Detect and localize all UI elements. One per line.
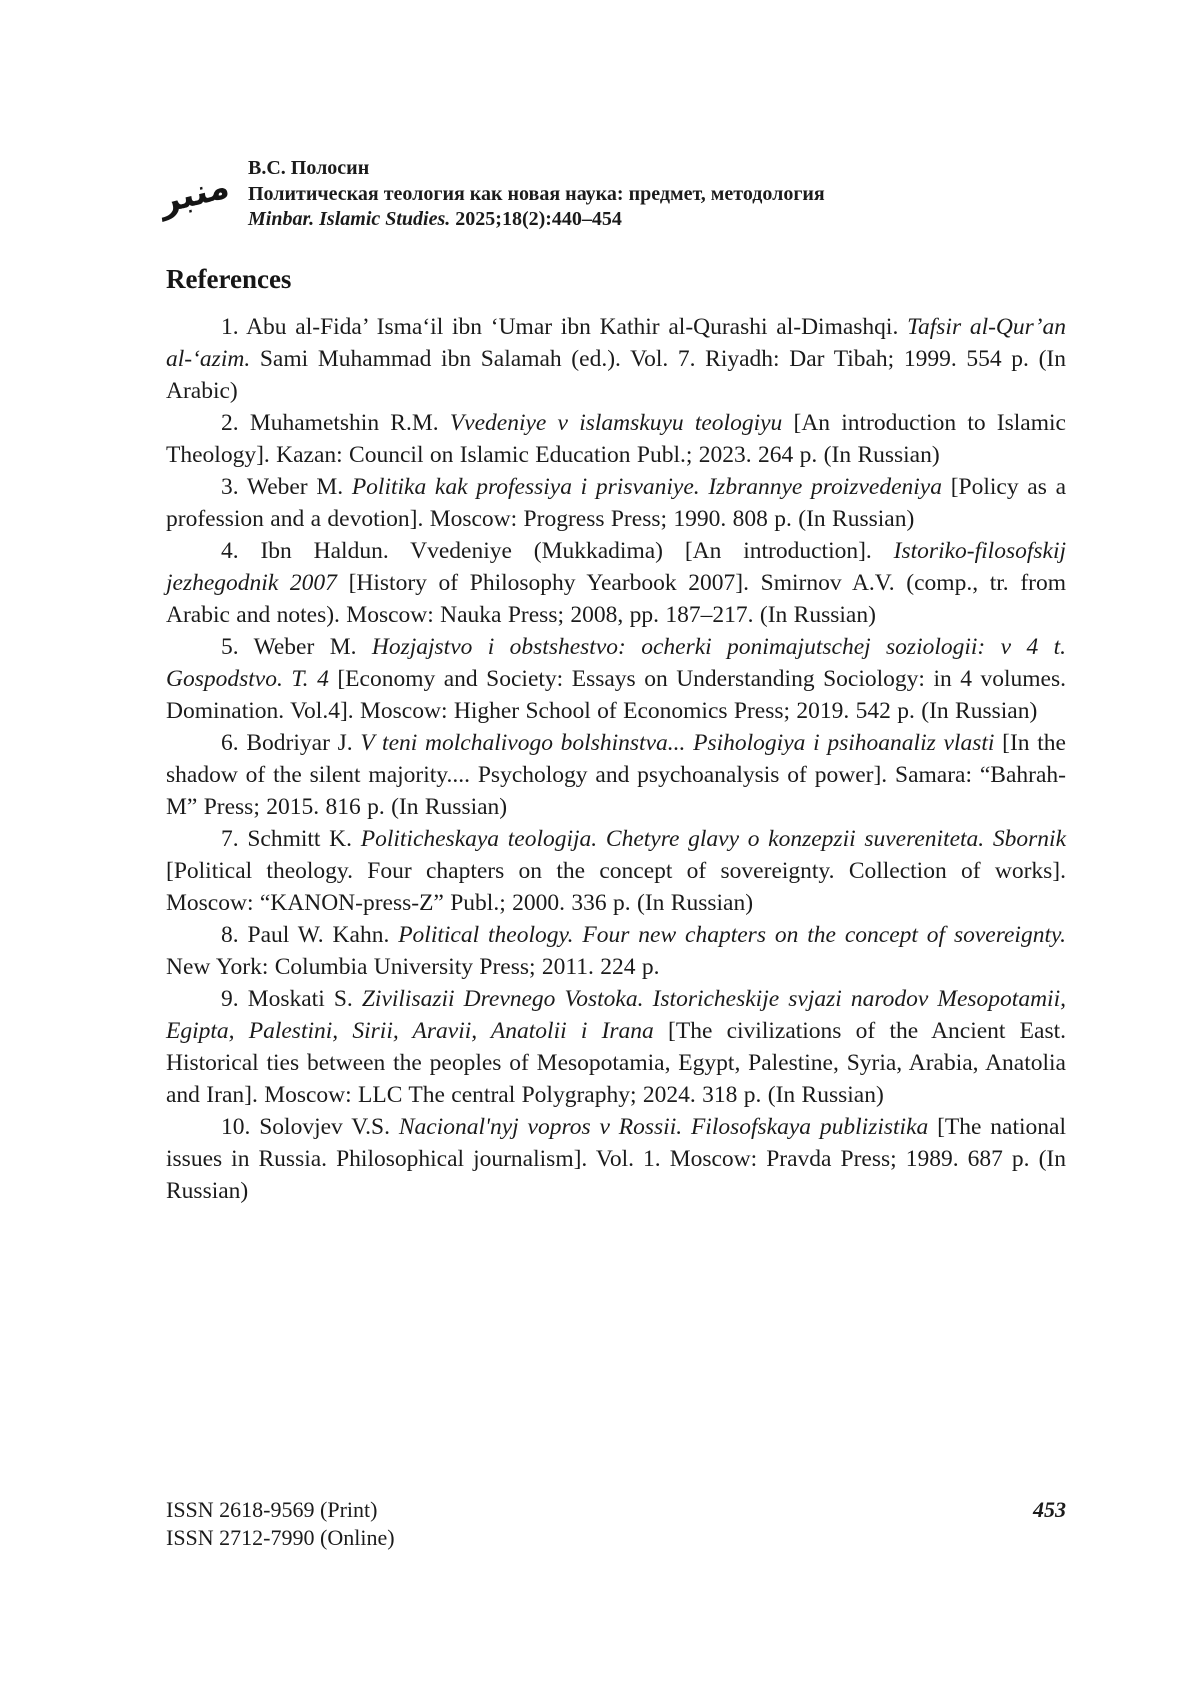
references-heading: References — [166, 263, 292, 294]
reference-text: [The national issues in Russia. Philosophical journalism]. Vol. 1. Moscow: Pravda Press; 1989. 687 p. (In Russian) — [166, 1113, 1066, 1204]
reference-item — [166, 311, 1066, 407]
reference-text: [Economy and Society: Essays on Understanding Sociology: in 4 volumes. Domination. Vol.4]. Moscow: Higher School of Economics Press; 2019. 542 p. (In Russian) — [166, 665, 1067, 724]
reference-item — [166, 471, 1066, 535]
reference-title-italic: Istoriko-filosofskij jezhegodnik 2007 — [166, 537, 1066, 596]
reference-text: 5. Weber M. — [221, 633, 372, 660]
reference-text: 1. Abu al-Fida’ Isma‘il ibn ‘Umar ibn Kathir al-Qurashi al-Dimashqi. — [221, 313, 908, 340]
issn-online: ISSN 2712-7990 (Online) — [166, 1525, 395, 1550]
reference-title-italic: Hozjajstvo i obstshestvo: ocherki ponimajutschej soziologii: v 4 t. Gospodstvo. T. 4 — [166, 633, 1066, 692]
reference-item — [166, 407, 1066, 471]
minbar-calligraphy-icon: منبر — [158, 165, 232, 223]
reference-text: 2. Muhametshin R.M. — [221, 409, 450, 436]
reference-text: 3. Weber M. — [221, 473, 352, 500]
reference-text: [History of Philosophy Yearbook 2007]. Smirnov A.V. (comp., tr. from Arabic and notes). Moscow: Nauka Press; 2008, pp. 187–217. (In Russian) — [166, 569, 1066, 628]
issn-block — [166, 1496, 395, 1552]
reference-text: [Policy as a profession and a devotion]. Moscow: Progress Press; 1990. 808 p. (In Russian) — [166, 473, 1066, 532]
reference-text: [In the shadow of the silent majority.... Psychology and psychoanalysis of power]. Samara: “Bahrah-M” Press; 2015. 816 p. (In Russian) — [166, 729, 1066, 820]
reference-title-italic: Zivilisazii Drevnego Vostoka. Istoricheskije svjazi narodov Mesopotamii, Egipta, Palestini, Sirii, Aravii, Anatolii i Irana — [166, 985, 1066, 1044]
issn-print: ISSN 2618-9569 (Print) — [166, 1497, 378, 1522]
reference-title-italic: Nacional'nyj vopros v Rossii. Filosofskaya publizistika — [398, 1113, 929, 1140]
header-citation-numbers: 2025;18(2):440–454 — [450, 208, 622, 230]
reference-text: 6. Bodriyar J. — [221, 729, 361, 756]
reference-text: [Political theology. Four chapters on the concept of sovereignty. Collection of works]. Moscow: “KANON-press-Z” Publ.; 2000. 336 p. (In Russian) — [166, 857, 1066, 916]
page-header — [158, 156, 1066, 233]
reference-title-italic: V teni molchalivogo bolshinstva... Psihologiya i psihoanaliz vlasti — [360, 729, 995, 756]
reference-title-italic: Politika kak professiya i prisvaniye. Izbrannye proizvedeniya — [351, 473, 942, 500]
page-footer — [166, 1496, 1066, 1552]
reference-text: 10. Solovjev V.S. — [221, 1113, 399, 1140]
reference-text: [The civilizations of the Ancient East. Historical ties between the peoples of Mesopotamia, Egypt, Palestine, Syria, Arabia, Anatolia and Iran]. Moscow: LLC The central Polygraphy; 2024. 318 p. (In Russian) — [166, 1017, 1066, 1108]
references-list — [166, 311, 1066, 1207]
header-journal-name: Minbar. Islamic Studies. — [248, 208, 451, 230]
reference-item — [166, 823, 1066, 919]
reference-title-italic: Politicheskaya teologija. Chetyre glavy o konzepzii suvereniteta. Sbornik — [360, 825, 1066, 852]
header-author: В.С. Полосин — [248, 157, 370, 179]
reference-text: 8. Paul W. Kahn. — [221, 921, 399, 948]
reference-title-italic: Tafsir al-Qur’an al-‘azim. — [166, 313, 1066, 372]
reference-item — [166, 919, 1066, 983]
reference-text: 7. Schmitt K. — [221, 825, 361, 852]
reference-text: [An introduction to Islamic Theology]. Kazan: Council on Islamic Education Publ.; 2023. 264 p. (In Russian) — [166, 409, 1066, 468]
journal-logo — [158, 161, 232, 227]
header-citation — [248, 207, 825, 233]
reference-item — [166, 983, 1066, 1111]
reference-text: New York: Columbia University Press; 2011. 224 p. — [166, 953, 660, 980]
page-content — [158, 0, 1067, 1207]
reference-item — [166, 631, 1066, 727]
header-article-title: Политическая теология как новая наука: предмет, методология — [248, 182, 825, 205]
reference-item — [166, 727, 1066, 823]
reference-text: 4. Ibn Haldun. Vvedeniye (Mukkadima) [An introduction]. — [221, 537, 894, 564]
reference-text: Sami Muhammad ibn Salamah (ed.). Vol. 7. Riyadh: Dar Tibah; 1999. 554 p. (In Arabic) — [166, 345, 1066, 404]
reference-title-italic: Political theology. Four new chapters on the concept of sovereignty. — [398, 921, 1066, 948]
reference-title-italic: Vvedeniye v islamskuyu teologiyu — [449, 409, 783, 436]
reference-item — [166, 1111, 1066, 1207]
header-text-block — [248, 156, 825, 233]
reference-item — [166, 535, 1066, 631]
page-number: 453 — [1033, 1497, 1066, 1522]
reference-text: 9. Moskati S. — [221, 985, 362, 1012]
